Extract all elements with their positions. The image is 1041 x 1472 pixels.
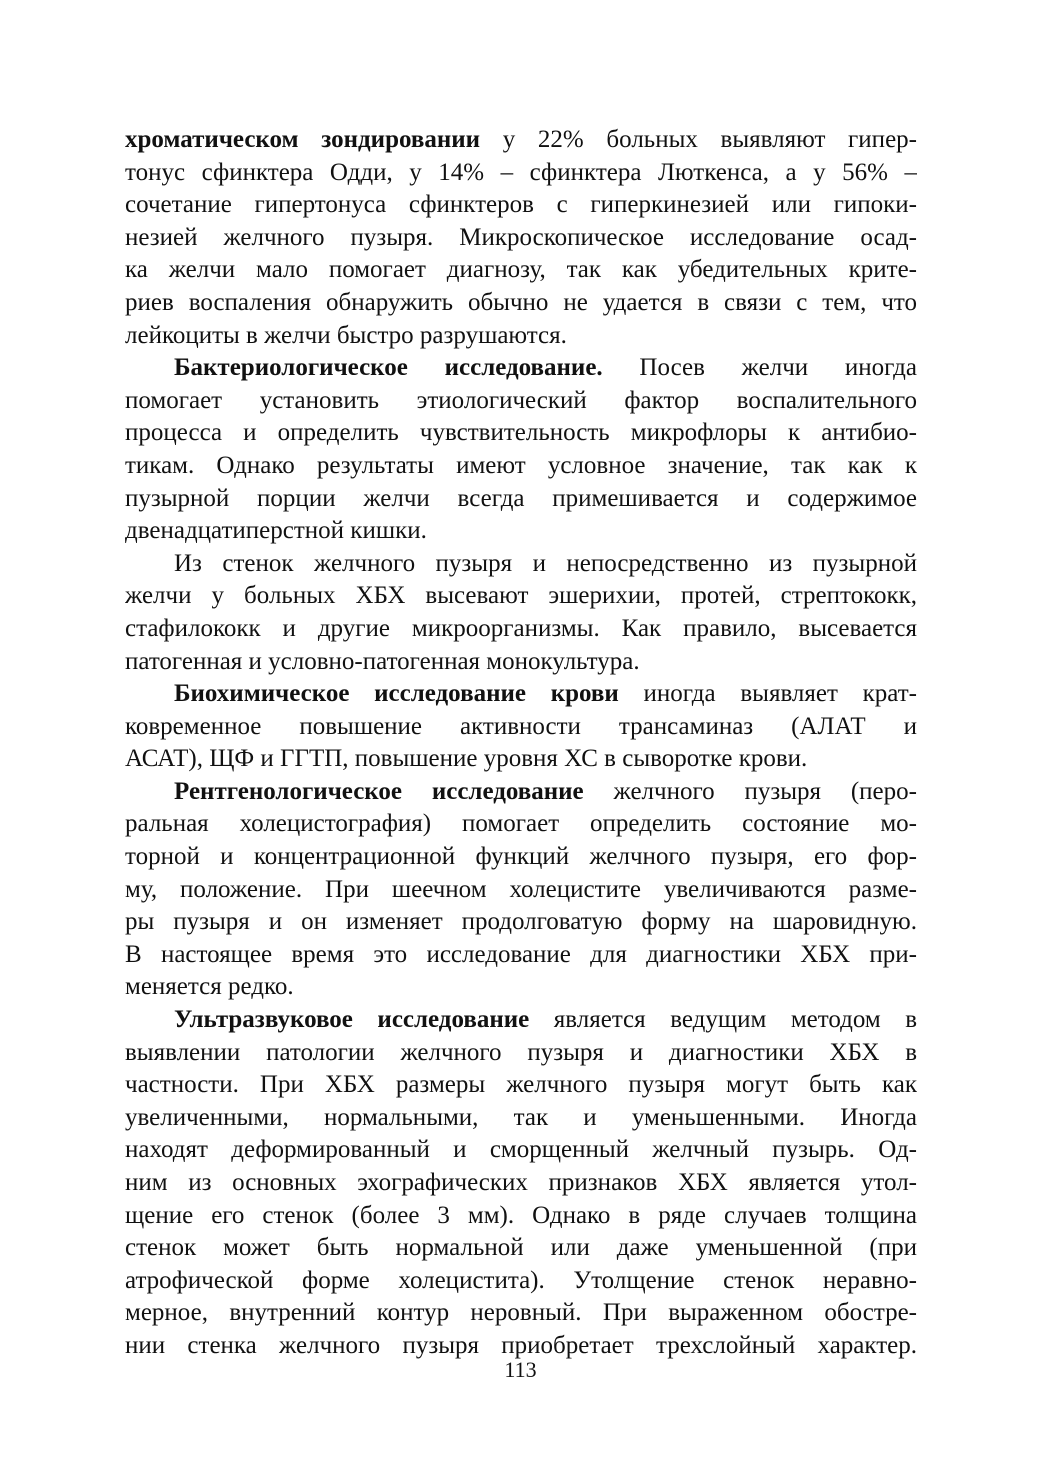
bold-term: Рентгенологическое исследование bbox=[174, 777, 584, 805]
text-line: торной и концентрационной функций желчного пузыря, его фор- bbox=[125, 843, 917, 871]
text-line: хроматическом зондировании у 22% больных выявляют гипер- bbox=[125, 126, 917, 153]
text-line: ним из основных эхографических признаков ХБХ является утол- bbox=[125, 1169, 917, 1196]
text-line: Бактериологическое исследование. Посев желчи иногда bbox=[174, 354, 917, 382]
text-line: щение его стенок (более 3 мм). Однако в ряде случаев толщина bbox=[125, 1201, 917, 1229]
text-line: незией желчного пузыря. Микроскопическое исследование осад- bbox=[125, 223, 917, 251]
paragraph bbox=[125, 776, 917, 1004]
text-line: выявлении патологии желчного пузыря и диагностики ХБХ в bbox=[125, 1038, 917, 1066]
text-line: лейкоциты в желчи быстро разрушаются. bbox=[125, 321, 567, 349]
text-line: ральная холецистография) помогает определить состояние мо- bbox=[125, 810, 917, 838]
text-line: частности. При ХБХ размеры желчного пузыря могут быть как bbox=[125, 1071, 917, 1099]
text-line: Ультразвуковое исследование является ведущим методом в bbox=[174, 1006, 917, 1034]
text-line: риев воспаления обнаружить обычно не удается в связи с тем, что bbox=[125, 288, 917, 316]
text-line: помогает установить этиологический фактор воспалительного bbox=[125, 386, 917, 414]
text-line: ковременное повышение активности трансаминаз (АЛАТ и bbox=[125, 712, 917, 740]
text-line: стафилококк и другие микроорганизмы. Как правило, высевается bbox=[125, 614, 917, 642]
text-line: нии стенка желчного пузыря приобретает трехслойный характер. bbox=[125, 1331, 917, 1359]
bold-term: хроматическом зондировании bbox=[125, 126, 481, 153]
text-line: ка желчи мало помогает диагнозу, так как убедительных крите- bbox=[125, 256, 917, 284]
text-line: тикам. Однако результаты имеют условное значение, так как к bbox=[125, 451, 917, 479]
text-line: ры пузыря и он изменяет продолговатую форму на шаровидную. bbox=[125, 908, 917, 936]
paragraph bbox=[125, 548, 917, 678]
text-line: Из стенок желчного пузыря и непосредственно из пузырной bbox=[174, 549, 917, 577]
text-line: АСАТ), ЩФ и ГГТП, повышение уровня ХС в сыворотке крови. bbox=[125, 745, 808, 773]
text-line: атрофической форме холецистита). Утолщение стенок неравно- bbox=[125, 1266, 917, 1294]
text-line: патогенная и условно-патогенная монокультура. bbox=[125, 647, 640, 675]
text-line: В настоящее время это исследование для диагностики ХБХ при- bbox=[125, 940, 917, 968]
paragraph bbox=[125, 1004, 917, 1363]
bold-term: Биохимическое исследование крови bbox=[174, 680, 619, 708]
text-line: пузырной порции желчи всегда примешивается и содержимое bbox=[125, 484, 917, 512]
text-line: стенок может быть нормальной или даже уменьшенной (при bbox=[125, 1234, 917, 1262]
text-line: Рентгенологическое исследование желчного пузыря (перо- bbox=[174, 777, 917, 805]
text-line: меняется редко. bbox=[125, 973, 294, 1001]
bold-term: Ультразвуковое исследование bbox=[174, 1006, 530, 1034]
text-line: процесса и определить чувствительность микрофлоры к антибио- bbox=[125, 419, 917, 447]
page-body bbox=[125, 124, 917, 1363]
paragraph bbox=[125, 678, 917, 776]
text-line: Биохимическое исследование крови иногда выявляет крат- bbox=[174, 680, 917, 708]
text-line: тонус сфинктера Одди, у 14% – сфинктера Люткенса, а у 56% – bbox=[125, 158, 917, 186]
text-line: находят деформированный и сморщенный желчный пузырь. Од- bbox=[125, 1136, 917, 1164]
text-line: желчи у больных ХБХ высевают эшерихии, протей, стрептококк, bbox=[125, 582, 917, 610]
paragraph bbox=[125, 352, 917, 548]
page-number: 113 bbox=[504, 1357, 537, 1382]
text-line: увеличенными, нормальными, так и уменьшенными. Иногда bbox=[125, 1103, 917, 1131]
text-line: му, положение. При шеечном холецистите увеличиваются разме- bbox=[125, 875, 917, 903]
text-line: двенадцатиперстной кишки. bbox=[125, 517, 427, 545]
bold-term: Бактериологическое исследование. bbox=[174, 354, 603, 382]
text-line: сочетание гипертонуса сфинктеров с гиперкинезией или гипоки- bbox=[125, 191, 917, 219]
text-line: мерное, внутренний контур неровный. При выраженном обостре- bbox=[125, 1299, 917, 1327]
paragraph bbox=[125, 124, 917, 352]
